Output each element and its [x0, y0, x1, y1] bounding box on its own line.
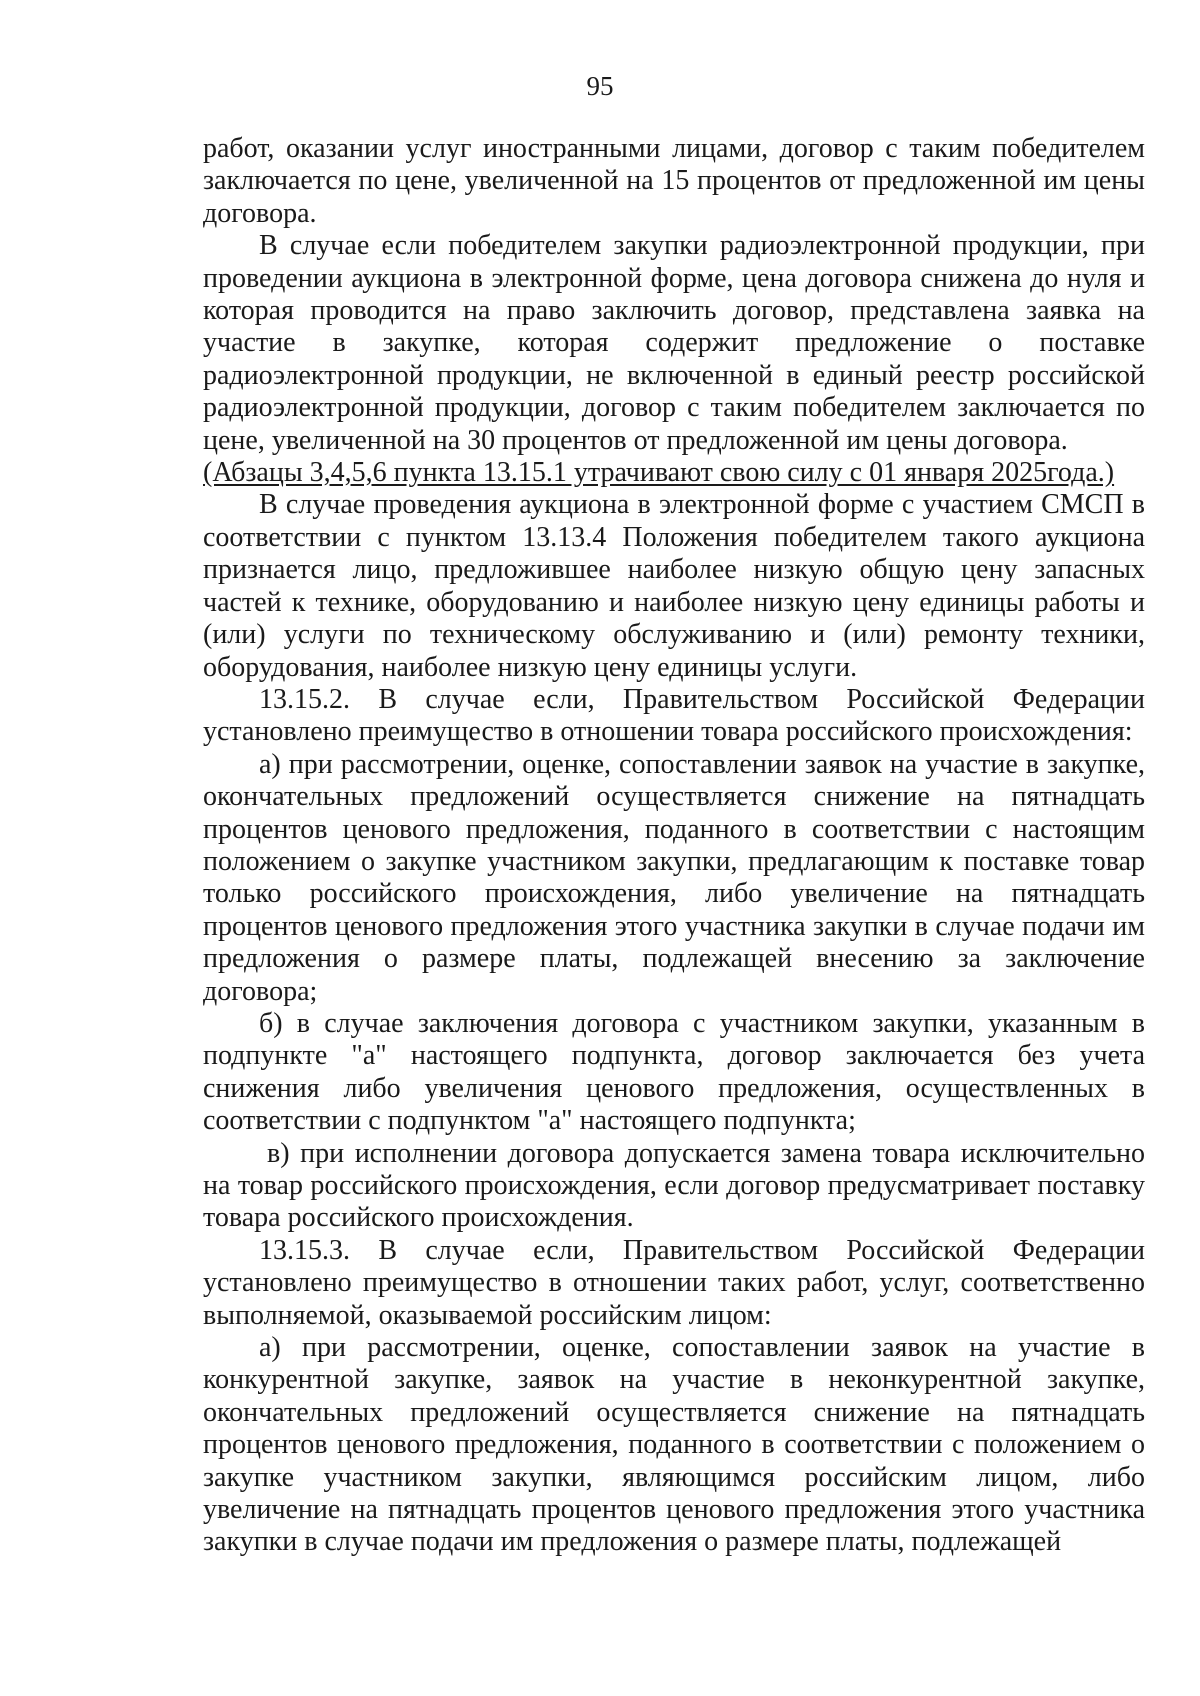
- clause-13-15-2-a: а) при рассмотрении, оценке, сопоставлении заявок на участие в закупке, окончательных предложений осуществляется снижение на пятнадцать процентов ценового предложения, поданного в соответствии с настоящим положением о закупке участником закупки, предлагающим к поставке товар только российского происхождения, либо увеличение на пятнадцать процентов ценового предложения этого участника закупки в случае подачи им предложения о размере платы, подлежащей внесению за заключение договора;: [203, 748, 1145, 1007]
- paragraph-radioelectronic: В случае если победителем закупки радиоэлектронной продукции, при проведении аукциона в электронной форме, цена договора снижена до нуля и которая проводится на право заключить договор, представлена заявка на участие в закупке, которая содержит предложение о поставке радиоэлектронной продукции, не включенной в единый реестр российской радиоэлектронной продукции, договор с таким победителем заключается по цене, увеличенной на 30 процентов от предложенной им цены договора.: [203, 230, 1145, 456]
- paragraph-continuation: работ, оказании услуг иностранными лицами, договор с таким победителем заключается по цене, увеличенной на 15 процентов от предложенной им цены договора.: [203, 133, 1145, 229]
- page-number: 95: [586, 71, 614, 101]
- paragraph-amendment-note: (Абзацы 3,4,5,6 пункта 13.15.1 утрачивают свою силу с 01 января 2025года.): [203, 457, 1115, 489]
- clause-13-15-2-v: в) при исполнении договора допускается замена товара исключительно на товар российского происхождения, если договор предусматривает поставку товара российского происхождения.: [203, 1137, 1145, 1234]
- clause-13-15-3-a: а) при рассмотрении, оценке, сопоставлении заявок на участие в конкурентной закупке, заявок на участие в неконкурентной закупке, окончательных предложений осуществляется снижение на пятнадцать процентов ценового предложения, поданного в соответствии с положением о закупке участником закупки, являющимся российским лицом, либо увеличение на пятнадцать процентов ценового предложения этого участника закупки в случае подачи им предложения о размере платы, подлежащей: [203, 1332, 1145, 1558]
- document-body: [203, 133, 1145, 1559]
- clause-13-15-2: 13.15.2. В случае если, Правительством Российской Федерации установлено преимущество в отношении товара российского происхождения:: [203, 683, 1145, 748]
- clause-13-15-3: 13.15.3. В случае если, Правительством Российской Федерации установлено преимущество в отношении таких работ, услуг, соответственно выполняемой, оказываемой российским лицом:: [203, 1234, 1145, 1331]
- paragraph-smsp-auction: В случае проведения аукциона в электронной форме с участием СМСП в соответствии с пунктом 13.13.4 Положения победителем такого аукциона признается лицо, предложившее наиболее низкую общую цену запасных частей к технике, оборудованию и наиболее низкую цену единицы работы и (или) услуги по техническому обслуживанию и (или) ремонту техники, оборудования, наиболее низкую цену единицы услуги.: [203, 489, 1145, 683]
- clause-13-15-2-b: б) в случае заключения договора с участником закупки, указанным в подпункте "а" настоящего подпункта, договор заключается без учета снижения либо увеличения ценового предложения, осуществленных в соответствии с подпунктом "а" настоящего подпункта;: [203, 1007, 1145, 1137]
